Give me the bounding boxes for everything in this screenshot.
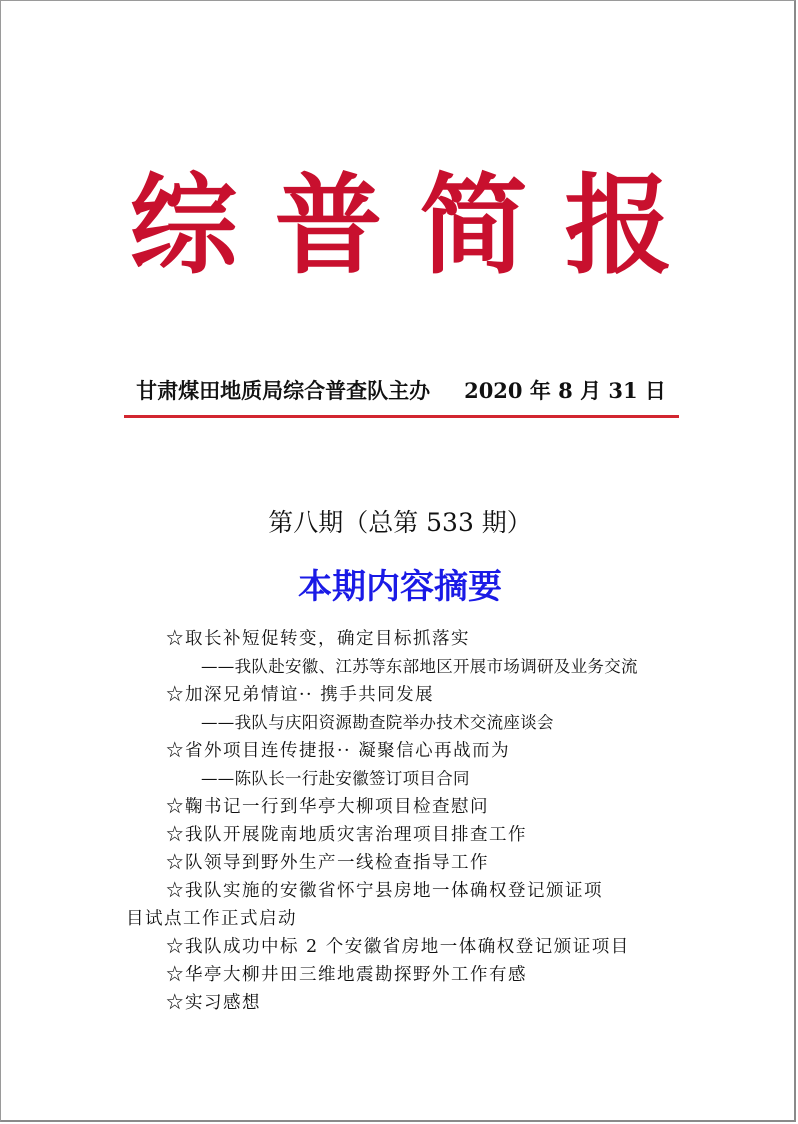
toc-item: ☆实习感想	[166, 993, 261, 1013]
toc-item: ☆省外项目连传捷报·· 凝聚信心再战而为	[166, 741, 511, 761]
issue-number: 第八期（总第 533 期）	[268, 508, 532, 537]
masthead-char: 综	[129, 163, 238, 289]
toc-item: ☆我队实施的安徽省怀宁县房地一体确权登记颁证项	[166, 881, 603, 901]
issue-date: 2020 年 8 月 31 日	[464, 378, 666, 403]
toc-item-continued: 目试点工作正式启动	[126, 909, 297, 929]
header-divider	[124, 415, 679, 418]
toc-subtitle: ——陈队长一行赴安徽签订项目合同	[201, 769, 470, 788]
toc-item: ☆取长补短促转变，确定目标抓落实	[166, 629, 470, 649]
toc-item: ☆加深兄弟情谊·· 携手共同发展	[166, 685, 435, 705]
masthead-char: 普	[274, 163, 383, 289]
sponsor-line	[125, 375, 677, 405]
sponsor-text: 甘肃煤田地质局综合普查队主办	[136, 378, 431, 403]
toc-item: ☆队领导到野外生产一线检查指导工作	[166, 853, 489, 873]
toc-item: ☆我队开展陇南地质灾害治理项目排查工作	[166, 825, 527, 845]
toc-item: ☆鞠书记一行到华亭大柳项目检查慰问	[166, 797, 489, 817]
toc-subtitle: ——我队赴安徽、江苏等东部地区开展市场调研及业务交流	[201, 657, 638, 676]
toc-item: ☆我队成功中标 2 个安徽省房地一体确权登记颁证项目	[166, 937, 630, 957]
masthead-char: 简	[419, 163, 528, 289]
summary-heading: 本期内容摘要	[298, 567, 502, 607]
toc-subtitle: ——我队与庆阳资源勘查院举办技术交流座谈会	[201, 713, 554, 732]
toc-item: ☆华亭大柳井田三维地震勘探野外工作有感	[166, 965, 527, 985]
masthead-title	[121, 161, 681, 291]
masthead-char: 报	[564, 163, 673, 289]
